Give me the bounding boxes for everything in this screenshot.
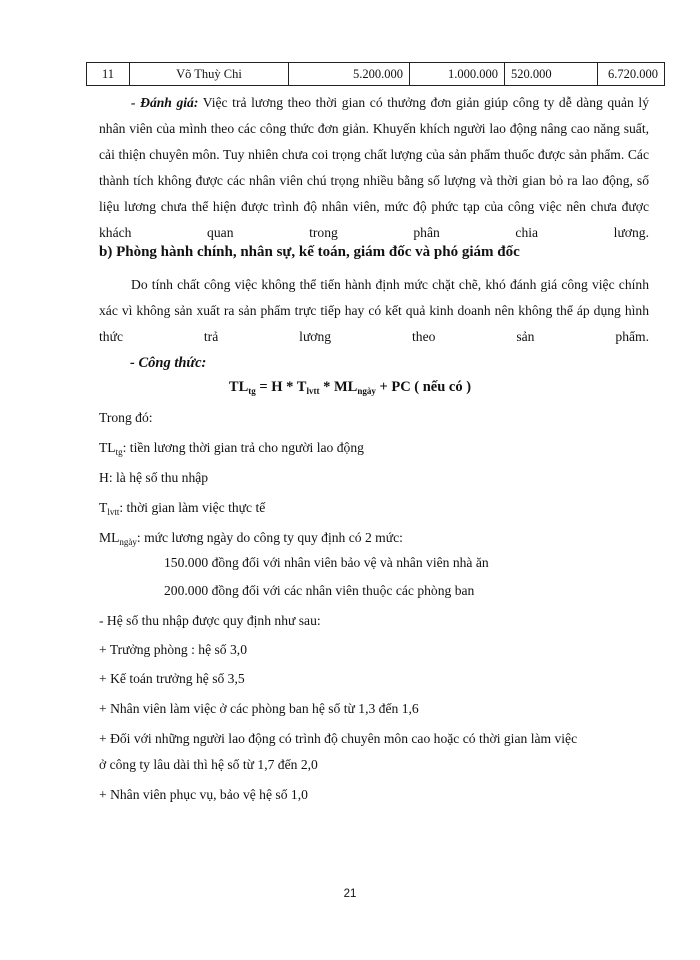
- cong-thuc-label: - Công thức:: [130, 355, 207, 371]
- formula-eq: = H * T: [255, 379, 307, 395]
- tl-definition: [99, 440, 364, 457]
- table-row: [87, 63, 665, 86]
- cell-name: Võ Thuỳ Chi: [130, 63, 289, 86]
- section-b-paragraph: Do tính chất công việc không thể tiến hành định mức chặt chẽ, khó đánh giá công việc chính xác vì không sản xuất ra sản phẩm trực tiếp hay có kết quả kinh doanh nên không thể áp dụng hình thức trả lương theo sản phẩm.: [99, 277, 649, 344]
- formula-tl-sub: tg: [248, 386, 256, 396]
- he-so-item-4a: + Đối với những người lao động có trình độ chuyên môn cao hoặc có thời gian làm việc: [99, 731, 578, 746]
- danh-gia-paragraph: [99, 90, 649, 246]
- he-so-item-5: + Nhân viên phục vụ, bảo vệ hệ số 1,0: [99, 787, 308, 802]
- danh-gia-text: Việc trả lương theo thời gian có thưởng đơn giản giúp công ty dễ dàng quản lý nhân viên của mình theo các công thức đơn giản. Khuyến khích người lao động nâng cao năng suất, cải thiện chuyên môn. Tuy nhiên chưa coi trọng chất lượng của sản phẩm thuốc được sản phẩm. Các thành tích không được các nhân viên chú trọng nhiều bằng số lượng và thời gian bỏ ra lao động, số liệu lương chưa thể hiện được trình độ nhân viên, mức độ phức tạp của công việc nên chưa được khách quan trong phân chia lương.: [99, 95, 649, 240]
- he-so-item-2: + Kế toán trưởng hệ số 3,5: [99, 671, 245, 686]
- ml-symbol: ML: [99, 530, 120, 545]
- he-so-item-4b: ở công ty lâu dài thì hệ số từ 1,7 đến 2,0: [99, 757, 318, 772]
- ml-definition: [99, 530, 403, 547]
- muc-luong-1: 150.000 đồng đối với nhân viên bảo vệ và nhân viên nhà ăn: [164, 555, 489, 570]
- he-so-item-3: + Nhân viên làm việc ở các phòng ban hệ số từ 1,3 đến 1,6: [99, 701, 419, 716]
- muc-luong-2: 200.000 đồng đối với các nhân viên thuộc các phòng ban: [164, 583, 475, 598]
- t-definition: [99, 500, 265, 517]
- tl-symbol-sub: tg: [115, 447, 123, 457]
- t-description: : thời gian làm việc thực tế: [119, 500, 266, 515]
- danh-gia-label: - Đánh giá:: [131, 95, 199, 110]
- t-symbol: T: [99, 500, 108, 515]
- tl-description: : tiền lương thời gian trả cho người lao động: [122, 440, 364, 455]
- cell-phu-cap: 520.000: [505, 63, 598, 86]
- formula-tl: TL: [228, 379, 249, 395]
- ml-symbol-sub: ngày: [119, 537, 137, 547]
- page-number: 21: [343, 888, 357, 900]
- cell-tong: 6.720.000: [598, 63, 665, 86]
- formula-ml: * ML: [319, 379, 358, 395]
- trong-do-label: Trong đó:: [99, 410, 153, 425]
- formula-t-sub: lvtt: [306, 386, 320, 396]
- ml-description: : mức lương ngày do công ty quy định có 2 mức:: [136, 530, 403, 545]
- t-symbol-sub: lvtt: [107, 507, 120, 517]
- he-so-item-1: + Trưởng phòng : hệ số 3,0: [99, 642, 247, 657]
- he-so-intro: - Hệ số thu nhập được quy định như sau:: [99, 613, 321, 628]
- cell-stt: 11: [87, 63, 130, 86]
- tl-symbol: TL: [99, 440, 116, 455]
- cell-thuong: 1.000.000: [410, 63, 505, 86]
- h-definition: H: là hệ số thu nhập: [99, 470, 209, 485]
- cell-luong: 5.200.000: [289, 63, 410, 86]
- formula-tail: + PC ( nếu có ): [375, 379, 472, 395]
- salary-formula: [0, 379, 700, 396]
- formula-ml-sub: ngày: [357, 386, 376, 396]
- salary-table: [86, 62, 665, 86]
- section-b-heading: b) Phòng hành chính, nhân sự, kế toán, giám đốc và phó giám đốc: [99, 244, 520, 260]
